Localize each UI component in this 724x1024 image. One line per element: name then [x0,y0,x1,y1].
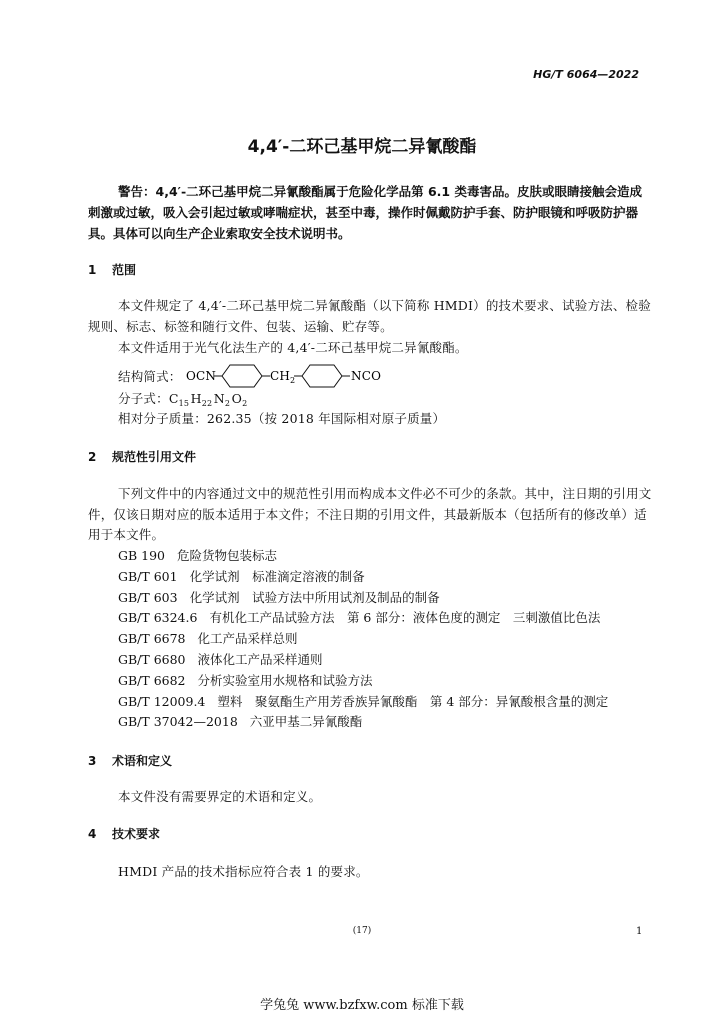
section-title: 规范性引用文件 [112,450,197,464]
references-intro-line-3: 用于本文件。 [88,527,165,542]
ch2-group-label: $CH_2$ [269,369,296,385]
reference-title: 化学试剂 试验方法中所用试剂及制品的制备 [189,590,440,605]
section-number: 4 [88,827,97,841]
reference-item [118,712,362,730]
reference-code: GB/T 6682 [118,673,186,688]
structure-line [118,363,426,389]
formula-subscript: 2 [242,399,248,408]
formula-element: N [213,391,225,406]
molecular-formula-line [118,389,247,408]
reference-title: 分析实验室用水规格和试验方法 [197,673,373,688]
section-title: 技术要求 [112,827,161,841]
formula-element: C [168,391,179,406]
formula-element: O [231,391,243,406]
reference-code: GB/T 6324.6 [118,610,198,625]
document-title: 4,4′-二环己基甲烷二异氰酸酯 [247,137,477,157]
reference-item [118,671,373,689]
watermark-text: 学兔兔 www.bzfxw.com 标准下载 [260,998,464,1013]
reference-title: 化工产品采样总则 [197,631,298,646]
scope-paragraph-1-line-1: 本文件规定了 4,4′-二环己基甲烷二异氰酸酯（以下简称 HMDI）的技术要求、试验方法、检验 [118,298,651,313]
tech-requirements-text: HMDI 产品的技术指标应符合表 1 的要求。 [118,864,369,879]
reference-title: 塑料 聚氨酯生产用芳香族异氰酸酯 第 4 部分：异氰酸根含量的测定 [217,694,609,709]
reference-title: 危险货物包装标志 [177,548,278,563]
formula-subscript: 22 [201,399,213,408]
reference-item [118,650,323,668]
scope-paragraph-2: 本文件适用于光气化法生产的 4,4′-二环己基甲烷二异氰酸酯。 [118,340,468,355]
reference-code: GB/T 6680 [118,652,186,667]
references-intro-line-1: 下列文件中的内容通过文中的规范性引用而构成本文件必不可少的条款。其中，注日期的引用文 [118,486,652,501]
reference-item [118,692,608,710]
reference-item [118,588,440,606]
formula-label: 分子式： [118,391,169,406]
reference-item [118,629,298,647]
nco-group-label: NCO [350,369,381,383]
warning-line-3: 具。具体可以向生产企业索取安全技术说明书。 [88,226,351,241]
footer-page-mark: (17) [352,926,372,936]
formula-element: H [190,391,202,406]
references-intro-line-2: 件，仅该日期对应的版本适用于本文件；不注日期的引用文件，其最新版本（包括所有的修改单）适 [88,507,647,522]
cyclohexane-ring-right [302,365,342,387]
reference-title: 化学试剂 标准滴定溶液的制备 [189,569,365,584]
section-4-heading [88,825,160,842]
section-1-heading [88,261,136,278]
section-title: 范围 [112,263,137,277]
reference-code: GB/T 603 [118,590,178,605]
ocn-group-label: OCN [185,369,216,383]
structure-diagram [186,363,426,389]
section-title: 术语和定义 [112,754,173,768]
formula-subscript: 2 [224,399,231,408]
reference-item [118,608,600,626]
section-2-heading [88,448,196,465]
reference-title: 有机化工产品试验方法 第 6 部分：液体色度的测定 三刺激值比色法 [209,610,601,625]
reference-title: 六亚甲基二异氰酸酯 [249,714,363,729]
reference-code: GB/T 37042—2018 [118,714,238,729]
warning-line-2: 刺激或过敏，吸入会引起过敏或哮喘症状，甚至中毒，操作时佩戴防护手套、防护眼镜和呼吸防护器 [88,205,639,220]
section-number: 3 [88,754,97,768]
relative-molecular-mass: 相对分子质量：262.35（按 2018 年国际相对原子质量） [118,411,446,426]
section-number: 1 [88,263,97,277]
footer-page-number: 1 [636,926,643,937]
reference-title: 液体化工产品采样通则 [197,652,323,667]
formula-subscript: 15 [178,399,190,408]
reference-code: GB/T 601 [118,569,178,584]
reference-item [118,567,365,585]
section-3-heading [88,752,172,769]
standard-code-header: HG/T 6064—2022 [533,68,639,81]
terms-text: 本文件没有需要界定的术语和定义。 [118,789,322,804]
structure-label: 结构简式： [118,369,182,384]
cyclohexane-ring-left [222,365,262,387]
reference-code: GB 190 [118,548,166,563]
reference-code: GB/T 12009.4 [118,694,206,709]
reference-item [118,546,277,564]
reference-code: GB/T 6678 [118,631,186,646]
scope-paragraph-1-line-2: 规则、标志、标签和随行文件、包装、运输、贮存等。 [88,319,393,334]
warning-line-1: 警告：4,4′-二环己基甲烷二异氰酸酯属于危险化学品第 6.1 类毒害品。皮肤或眼睛接触会造成 [118,184,642,199]
section-number: 2 [88,450,97,464]
